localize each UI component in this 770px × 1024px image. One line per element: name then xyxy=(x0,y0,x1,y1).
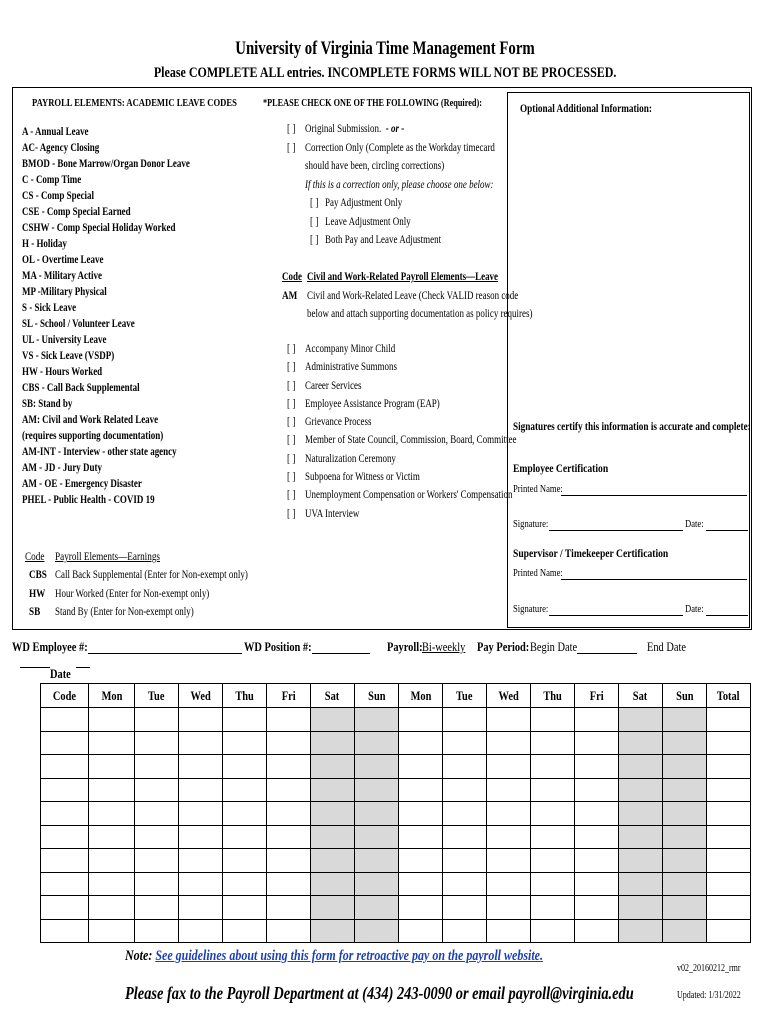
timesheet-cell[interactable] xyxy=(531,872,575,896)
supervisor-printed-name-field[interactable] xyxy=(561,569,747,580)
correction-checkbox[interactable]: [ ] xyxy=(287,141,296,154)
adjustment-option: [ ] Pay Adjustment Only xyxy=(287,194,305,213)
timesheet-cell[interactable] xyxy=(663,778,707,802)
timesheet-cell[interactable] xyxy=(223,872,267,896)
leave-code-item: AM-INT - Interview - other state agency xyxy=(22,446,177,458)
timesheet-row xyxy=(41,896,751,920)
timesheet-cell[interactable] xyxy=(575,708,619,732)
leave-code-item: BMOD - Bone Marrow/Organ Donor Leave xyxy=(22,158,190,170)
timesheet-cell[interactable] xyxy=(223,825,267,849)
column-header: Fri xyxy=(267,684,311,708)
adjustment-checkbox[interactable]: [ ] xyxy=(310,234,319,246)
timesheet-cell[interactable] xyxy=(135,872,179,896)
timesheet-cell[interactable] xyxy=(311,778,355,802)
column-header: Sat xyxy=(311,684,355,708)
position-number-field[interactable] xyxy=(312,643,370,654)
timesheet-cell[interactable] xyxy=(179,778,223,802)
timesheet-cell[interactable] xyxy=(443,802,487,826)
timesheet-cell[interactable] xyxy=(399,802,443,826)
timesheet-cell[interactable] xyxy=(267,919,311,943)
timesheet-cell[interactable] xyxy=(311,849,355,873)
reason-checkbox[interactable]: [ ] xyxy=(287,416,296,429)
timesheet-cell[interactable] xyxy=(575,919,619,943)
timesheet-cell[interactable] xyxy=(619,825,663,849)
correction-note: If this is a correction only, please choose one below: xyxy=(305,178,494,191)
timesheet-cell[interactable] xyxy=(267,708,311,732)
timesheet-cell[interactable] xyxy=(707,802,751,826)
reason-checkbox[interactable]: [ ] xyxy=(287,452,296,465)
timesheet-cell[interactable] xyxy=(443,778,487,802)
reason-checkbox[interactable]: [ ] xyxy=(287,434,296,447)
timesheet-cell[interactable] xyxy=(707,896,751,920)
leave-code-item: CS - Comp Special xyxy=(22,190,95,202)
leave-code-item: UL - University Leave xyxy=(22,334,107,346)
adjustment-option: [ ] Leave Adjustment Only xyxy=(287,213,305,232)
timesheet-cell[interactable] xyxy=(663,731,707,755)
timesheet-cell[interactable] xyxy=(575,802,619,826)
timesheet-cell[interactable] xyxy=(89,778,135,802)
timesheet-cell[interactable] xyxy=(89,872,135,896)
certify-text: Signatures certify this information is accurate and complete: xyxy=(513,421,751,433)
timesheet-cell[interactable] xyxy=(267,825,311,849)
timesheet-cell[interactable] xyxy=(355,755,399,779)
leave-code-item: (requires supporting documentation) xyxy=(22,430,164,442)
employee-signature: Signature: Date: xyxy=(513,518,748,530)
leave-code-item: C - Comp Time xyxy=(22,174,82,186)
column-header: Sun xyxy=(663,684,707,708)
timesheet-cell[interactable] xyxy=(707,731,751,755)
timesheet-cell[interactable] xyxy=(223,802,267,826)
timesheet-row xyxy=(41,731,751,755)
timesheet-cell[interactable] xyxy=(223,896,267,920)
optional-heading: Optional Additional Information: xyxy=(520,103,652,115)
timesheet-cell[interactable] xyxy=(663,896,707,920)
timesheet-cell[interactable] xyxy=(443,849,487,873)
column-header: Code xyxy=(41,684,89,708)
timesheet-cell[interactable] xyxy=(487,896,531,920)
timesheet-cell[interactable] xyxy=(267,872,311,896)
timesheet-cell[interactable] xyxy=(443,919,487,943)
timesheet-cell[interactable] xyxy=(707,872,751,896)
timesheet-cell[interactable] xyxy=(663,802,707,826)
leave-code-item: CSHW - Comp Special Holiday Worked xyxy=(22,222,176,234)
timesheet-cell[interactable] xyxy=(663,919,707,943)
timesheet-cell[interactable] xyxy=(487,802,531,826)
timesheet-cell[interactable] xyxy=(619,896,663,920)
reason-checkbox[interactable]: [ ] xyxy=(287,379,296,392)
timesheet-cell[interactable] xyxy=(531,802,575,826)
timesheet-row xyxy=(41,919,751,943)
leave-code-item: MA - Military Active xyxy=(22,270,102,282)
submission-options xyxy=(287,120,495,250)
timesheet-cell[interactable] xyxy=(267,802,311,826)
timesheet-row xyxy=(41,802,751,826)
column-header: Tue xyxy=(135,684,179,708)
timesheet-cell[interactable] xyxy=(663,872,707,896)
am-code: AM xyxy=(282,289,298,302)
leave-codes-list xyxy=(22,124,237,508)
timesheet-cell[interactable] xyxy=(487,755,531,779)
employee-date-field[interactable] xyxy=(706,520,748,531)
timesheet-cell[interactable] xyxy=(663,708,707,732)
timesheet-cell[interactable] xyxy=(89,731,135,755)
timesheet-row xyxy=(41,825,751,849)
timesheet-cell[interactable] xyxy=(223,919,267,943)
timesheet-cell[interactable] xyxy=(399,731,443,755)
version-text: v02_20160212_rmr xyxy=(677,963,741,974)
timesheet-cell[interactable] xyxy=(267,849,311,873)
timesheet-row xyxy=(41,778,751,802)
timesheet-cell[interactable] xyxy=(399,919,443,943)
timesheet-table xyxy=(40,683,751,943)
timesheet-cell[interactable] xyxy=(575,825,619,849)
timesheet-cell[interactable] xyxy=(223,708,267,732)
reason-checkbox[interactable]: [ ] xyxy=(287,397,296,410)
timesheet-cell[interactable] xyxy=(179,731,223,755)
timesheet-cell[interactable] xyxy=(575,755,619,779)
date-label: Date xyxy=(50,666,76,682)
timesheet-cell[interactable] xyxy=(575,849,619,873)
timesheet-cell[interactable] xyxy=(179,708,223,732)
leave-code-item: AM - OE - Emergency Disaster xyxy=(22,478,142,490)
leave-codes-heading: PAYROLL ELEMENTS: ACADEMIC LEAVE CODES xyxy=(32,97,237,109)
timesheet-cell[interactable] xyxy=(41,896,89,920)
timesheet-row xyxy=(41,849,751,873)
civil-section: Code Civil and Work-Related Payroll Elements—Leave AM Civil and Work-Related Leave (Check VALID reason code below and attach supporting documentation as policy requires) xyxy=(282,271,533,320)
employee-info-line: WD Employee #: WD Position #: Payroll: Bi-weekly Pay Period: Begin Date End Date xyxy=(12,639,686,654)
timesheet-cell[interactable] xyxy=(663,825,707,849)
timesheet-cell[interactable] xyxy=(531,708,575,732)
column-header: Sat xyxy=(619,684,663,708)
timesheet-cell[interactable] xyxy=(89,849,135,873)
timesheet-cell[interactable] xyxy=(531,731,575,755)
employee-signature-field[interactable] xyxy=(549,520,683,531)
timesheet-cell[interactable] xyxy=(707,708,751,732)
timesheet-cell[interactable] xyxy=(267,896,311,920)
timesheet-cell[interactable] xyxy=(487,708,531,732)
leave-code-item: HW - Hours Worked xyxy=(22,366,103,378)
timesheet-cell[interactable] xyxy=(41,755,89,779)
leave-code-item: AM: Civil and Work Related Leave xyxy=(22,414,159,426)
timesheet-cell[interactable] xyxy=(41,731,89,755)
timesheet-cell[interactable] xyxy=(399,778,443,802)
timesheet-cell[interactable] xyxy=(89,896,135,920)
earnings-row: SB Stand By (Enter for Non-exempt only) xyxy=(29,606,194,618)
correction-label: Correction Only (Complete as the Workday timecard xyxy=(305,141,495,154)
timesheet-cell[interactable] xyxy=(443,872,487,896)
timesheet-cell[interactable] xyxy=(399,872,443,896)
timesheet-cell[interactable] xyxy=(487,731,531,755)
adjustment-checkbox[interactable]: [ ] xyxy=(310,215,319,228)
form-subtitle: Please COMPLETE ALL entries. INCOMPLETE FORMS WILL NOT BE PROCESSED. xyxy=(153,65,617,81)
earnings-section: Code Payroll Elements—Earnings CBS Call Back Supplemental (Enter for Non-exempt only) HW Hour Worked (Enter for Non-exempt only) SB Stand By (Enter for Non-exempt only) xyxy=(25,551,55,625)
supervisor-printed-name: Printed Name: xyxy=(513,567,748,579)
timesheet-cell[interactable] xyxy=(135,919,179,943)
timesheet-cell[interactable] xyxy=(443,731,487,755)
timesheet-cell[interactable] xyxy=(531,849,575,873)
timesheet-cell[interactable] xyxy=(179,919,223,943)
timesheet-row xyxy=(41,872,751,896)
timesheet-cell[interactable] xyxy=(619,731,663,755)
leave-code-item: PHEL - Public Health - COVID 19 xyxy=(22,494,155,506)
adjustment-option: [ ] Both Pay and Leave Adjustment xyxy=(287,231,305,250)
timesheet-cell[interactable] xyxy=(179,896,223,920)
timesheet-cell[interactable] xyxy=(311,825,355,849)
timesheet-cell[interactable] xyxy=(179,872,223,896)
timesheet-cell[interactable] xyxy=(311,802,355,826)
employee-number-field[interactable] xyxy=(88,643,242,654)
timesheet-cell[interactable] xyxy=(267,778,311,802)
reason-checkbox[interactable]: [ ] xyxy=(287,343,296,355)
timesheet-cell[interactable] xyxy=(355,802,399,826)
timesheet-cell[interactable] xyxy=(311,872,355,896)
timesheet-cell[interactable] xyxy=(135,755,179,779)
timesheet-cell[interactable] xyxy=(531,778,575,802)
timesheet-cell[interactable] xyxy=(135,802,179,826)
timesheet-cell[interactable] xyxy=(531,825,575,849)
timesheet-cell[interactable] xyxy=(89,755,135,779)
timesheet-cell[interactable] xyxy=(443,825,487,849)
reason-checkbox[interactable]: [ ] xyxy=(287,471,296,484)
guidelines-link[interactable]: See guidelines about using this form for retroactive pay on the payroll website. xyxy=(155,948,543,964)
column-header: Wed xyxy=(487,684,531,708)
earnings-row: HW Hour Worked (Enter for Non-exempt only) xyxy=(29,587,210,600)
timesheet-cell[interactable] xyxy=(663,849,707,873)
timesheet-cell[interactable] xyxy=(399,755,443,779)
leave-code-item: AM - JD - Jury Duty xyxy=(22,462,102,474)
leave-code-item: AC- Agency Closing xyxy=(22,142,100,154)
timesheet-cell[interactable] xyxy=(443,896,487,920)
earnings-row: CBS Call Back Supplemental (Enter for Non-exempt only) xyxy=(29,569,248,581)
timesheet-cell[interactable] xyxy=(575,778,619,802)
leave-code-item: H - Holiday xyxy=(22,238,67,250)
timesheet-cell[interactable] xyxy=(135,731,179,755)
timesheet-cell[interactable] xyxy=(399,849,443,873)
timesheet-cell[interactable] xyxy=(41,778,89,802)
leave-code-item: S - Sick Leave xyxy=(22,302,77,314)
employee-cert-heading: Employee Certification xyxy=(513,461,609,475)
timesheet-cell[interactable] xyxy=(41,849,89,873)
timesheet-cell[interactable] xyxy=(179,825,223,849)
timesheet-cell[interactable] xyxy=(531,896,575,920)
original-submission-label: Original Submission. - or - xyxy=(305,123,405,135)
timesheet-cell[interactable] xyxy=(399,825,443,849)
timesheet-cell[interactable] xyxy=(707,778,751,802)
timesheet-cell[interactable] xyxy=(619,872,663,896)
timesheet-cell[interactable] xyxy=(487,872,531,896)
timesheet-cell[interactable] xyxy=(707,919,751,943)
leave-code-item: CSE - Comp Special Earned xyxy=(22,206,131,218)
timesheet-cell[interactable] xyxy=(619,849,663,873)
timesheet-cell[interactable] xyxy=(179,849,223,873)
timesheet-cell[interactable] xyxy=(89,825,135,849)
column-header: Sun xyxy=(355,684,399,708)
timesheet-cell[interactable] xyxy=(89,802,135,826)
timesheet-cell[interactable] xyxy=(531,919,575,943)
reason-checkbox[interactable]: [ ] xyxy=(287,361,296,374)
timesheet-cell[interactable] xyxy=(267,755,311,779)
leave-code-item: SB: Stand by xyxy=(22,398,73,410)
timesheet-cell[interactable] xyxy=(41,825,89,849)
column-header: Thu xyxy=(223,684,267,708)
column-header: Tue xyxy=(443,684,487,708)
timesheet-cell[interactable] xyxy=(707,755,751,779)
adjustment-checkbox[interactable]: [ ] xyxy=(310,197,319,209)
timesheet-cell[interactable] xyxy=(355,919,399,943)
timesheet-cell[interactable] xyxy=(399,896,443,920)
timesheet-cell[interactable] xyxy=(487,778,531,802)
timesheet-cell[interactable] xyxy=(355,849,399,873)
timesheet-cell[interactable] xyxy=(223,731,267,755)
timesheet-cell[interactable] xyxy=(575,896,619,920)
column-header: Wed xyxy=(179,684,223,708)
timesheet-cell[interactable] xyxy=(619,802,663,826)
updated-text: Updated: 1/31/2022 xyxy=(677,990,741,1001)
timesheet-cell[interactable] xyxy=(135,896,179,920)
timesheet-cell[interactable] xyxy=(135,708,179,732)
leave-code-item: MP -Military Physical xyxy=(22,286,107,298)
timesheet-cell[interactable] xyxy=(179,802,223,826)
timesheet-cell[interactable] xyxy=(707,849,751,873)
column-header: Thu xyxy=(531,684,575,708)
timesheet-row xyxy=(41,755,751,779)
timesheet-cell[interactable] xyxy=(531,755,575,779)
timesheet-cell[interactable] xyxy=(487,849,531,873)
timesheet-cell[interactable] xyxy=(355,731,399,755)
timesheet-cell[interactable] xyxy=(487,825,531,849)
fax-instructions: Please fax to the Payroll Department at (434) 243-0090 or email payroll@virginia.edu xyxy=(125,983,634,1003)
begin-date-field[interactable] xyxy=(577,643,637,654)
timesheet-cell[interactable] xyxy=(179,755,223,779)
timesheet-cell[interactable] xyxy=(355,708,399,732)
employee-printed-name: Printed Name: xyxy=(513,483,748,495)
timesheet-cell[interactable] xyxy=(311,731,355,755)
leave-code-item: SL - School / Volunteer Leave xyxy=(22,318,135,330)
timesheet-cell[interactable] xyxy=(311,708,355,732)
timesheet-cell[interactable] xyxy=(41,708,89,732)
timesheet-cell[interactable] xyxy=(223,755,267,779)
correction-label-2: should have been, circling corrections) xyxy=(305,160,445,172)
leave-code-item: VS - Sick Leave (VSDP) xyxy=(22,350,115,362)
column-header: Fri xyxy=(575,684,619,708)
timesheet-cell[interactable] xyxy=(89,919,135,943)
timesheet-cell[interactable] xyxy=(575,731,619,755)
timesheet-cell[interactable] xyxy=(443,755,487,779)
column-header: Total xyxy=(707,684,751,708)
employee-printed-name-field[interactable] xyxy=(561,485,747,496)
timesheet-cell[interactable] xyxy=(223,849,267,873)
supervisor-date-field[interactable] xyxy=(706,605,748,616)
timesheet-cell[interactable] xyxy=(487,919,531,943)
timesheet-cell[interactable] xyxy=(355,896,399,920)
timesheet-cell[interactable] xyxy=(575,872,619,896)
timesheet-cell[interactable] xyxy=(41,919,89,943)
leave-code-item: A - Annual Leave xyxy=(22,126,89,138)
timesheet-cell[interactable] xyxy=(355,778,399,802)
timesheet-cell[interactable] xyxy=(663,755,707,779)
timesheet-cell[interactable] xyxy=(311,896,355,920)
timesheet-cell[interactable] xyxy=(311,755,355,779)
footer-note: Note: See guidelines about using this form for retroactive pay on the payroll website. xyxy=(125,948,543,964)
supervisor-signature: Signature: Date: xyxy=(513,603,748,615)
timesheet-cell[interactable] xyxy=(135,849,179,873)
leave-code-item: OL - Overtime Leave xyxy=(22,254,104,266)
reason-checkbox[interactable]: [ ] xyxy=(287,507,296,520)
column-header: Mon xyxy=(399,684,443,708)
leave-code-item: CBS - Call Back Supplemental xyxy=(22,382,140,394)
timesheet-cell[interactable] xyxy=(311,919,355,943)
timesheet-cell[interactable] xyxy=(267,731,311,755)
timesheet-cell[interactable] xyxy=(41,802,89,826)
original-checkbox[interactable]: [ ] xyxy=(287,123,296,135)
reason-checkbox[interactable]: [ ] xyxy=(287,489,296,502)
timesheet-cell[interactable] xyxy=(443,708,487,732)
timesheet-cell[interactable] xyxy=(619,778,663,802)
timesheet-cell[interactable] xyxy=(619,755,663,779)
timesheet-cell[interactable] xyxy=(41,872,89,896)
timesheet-cell[interactable] xyxy=(135,825,179,849)
timesheet-cell[interactable] xyxy=(89,708,135,732)
timesheet-cell[interactable] xyxy=(355,825,399,849)
check-heading: *PLEASE CHECK ONE OF THE FOLLOWING (Required): xyxy=(263,97,482,109)
form-title: University of Virginia Time Management Form xyxy=(235,38,535,59)
column-header: Mon xyxy=(89,684,135,708)
timesheet-cell[interactable] xyxy=(135,778,179,802)
supervisor-signature-field[interactable] xyxy=(549,605,683,616)
timesheet-cell[interactable] xyxy=(619,919,663,943)
timesheet-cell[interactable] xyxy=(707,825,751,849)
timesheet-row xyxy=(41,708,751,732)
supervisor-cert-heading: Supervisor / Timekeeper Certification xyxy=(513,546,669,560)
timesheet-cell[interactable] xyxy=(355,872,399,896)
timesheet-cell[interactable] xyxy=(223,778,267,802)
timesheet-cell[interactable] xyxy=(619,708,663,732)
timesheet-cell[interactable] xyxy=(399,708,443,732)
payroll-frequency: Bi-weekly xyxy=(422,639,466,654)
